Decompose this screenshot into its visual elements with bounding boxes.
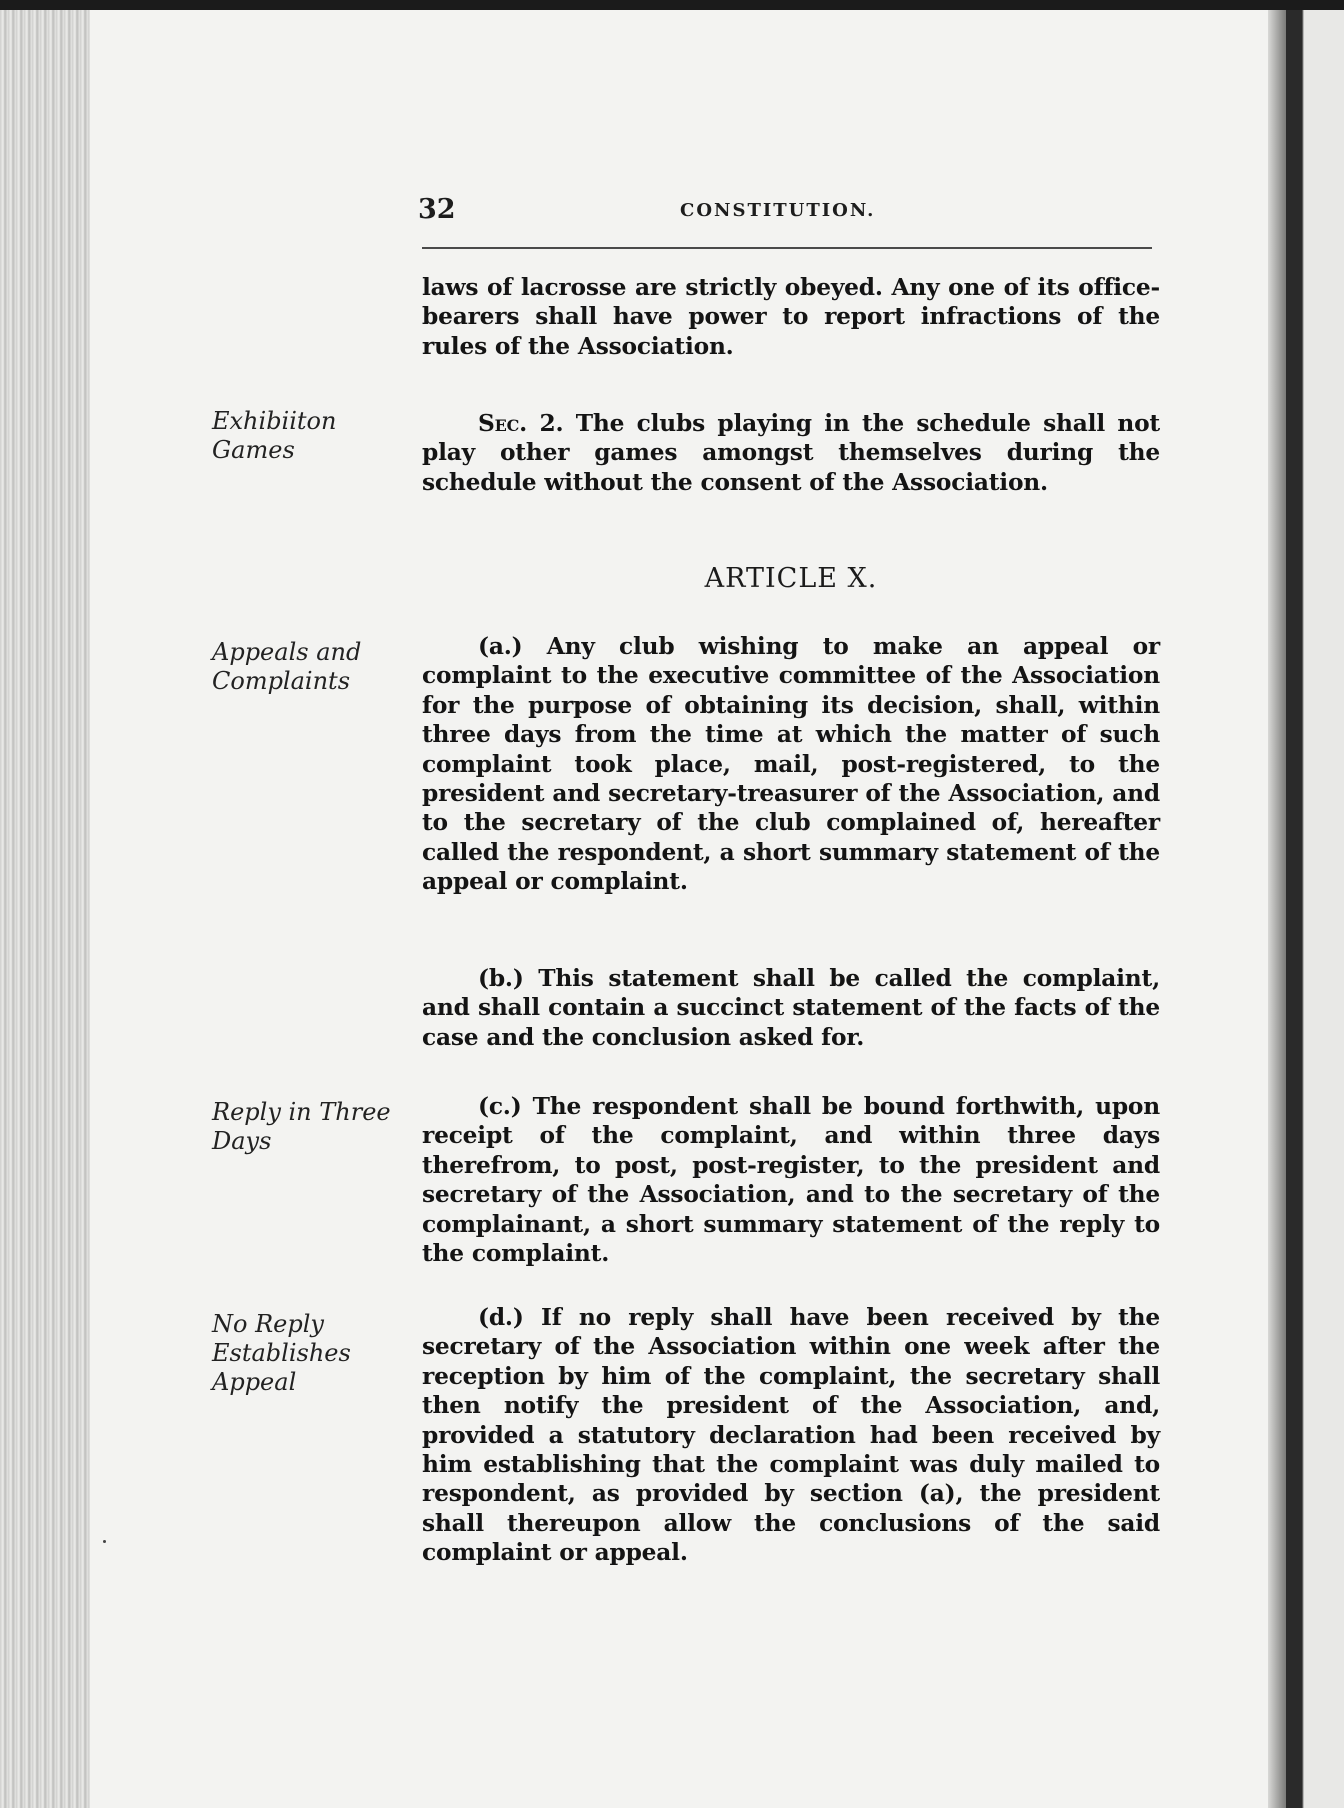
section-2-label: Sec. 2. (478, 410, 564, 437)
clause-d-paragraph: (d.) If no reply shall have been received by the secretary of the Association within one week after the reception by him of the complaint, the secretary shall then notify the president of the Association, and, provided a statutory declaration had been received by him establishing that the complaint was duly mailed to respondent, as provided by section (a), the president shall thereupon allow the conclusions of the said complaint or appeal. (422, 1304, 1160, 1567)
clause-a-paragraph: (a.) Any club wishing to make an appeal or complaint to the executive committee of the Association for the purpose of obtaining its decision, shall, within three days from the time at which the matter of such complaint took place, mail, post-registered, to the president and secretary-treasurer of the Association, and to the secretary of the club complained of, hereafter called the respondent, a short summary statement of the appeal or complaint. (422, 633, 1160, 896)
book-page (0, 10, 1286, 1808)
page-speck (103, 1540, 106, 1543)
page-header (418, 194, 1158, 234)
page-edges (0, 10, 90, 1808)
clause-b-paragraph: (b.) This statement shall be called the complaint, and shall contain a succinct statement of the facts of the case and the conclusion asked for. (422, 965, 1160, 1051)
section-2-text: The clubs playing in the schedule shall not play other games amongst themselves during the schedule without the consent of the Association. (422, 410, 1160, 496)
margin-note-appeals: Appeals and Complaints (212, 638, 362, 695)
running-head: CONSTITUTION. (680, 200, 876, 221)
continuation-paragraph: laws of lacrosse are strictly obeyed. Any one of its office-bearers shall have power to report infractions of the rules of the Association. (422, 274, 1160, 360)
gutter-shadow (1268, 10, 1286, 1808)
article-heading: ARTICLE X. (704, 563, 878, 594)
page-number: 32 (418, 194, 456, 225)
clause-c-paragraph: (c.) The respondent shall be bound forthwith, upon receipt of the complaint, and within three days therefrom, to post, post-register, to the president and secretary of the Association, and to the secretary of the complainant, a short summary statement of the reply to the complaint. (422, 1093, 1160, 1268)
section-2-paragraph (422, 409, 1160, 497)
adjacent-page-edge (1286, 10, 1344, 1808)
margin-note-no-reply: No Reply Establishes Appeal (212, 1310, 351, 1396)
margin-note-exhibition-games: Exhibiiton Games (212, 407, 337, 464)
margin-note-reply: Reply in Three Days (212, 1098, 391, 1155)
header-rule (422, 247, 1152, 249)
